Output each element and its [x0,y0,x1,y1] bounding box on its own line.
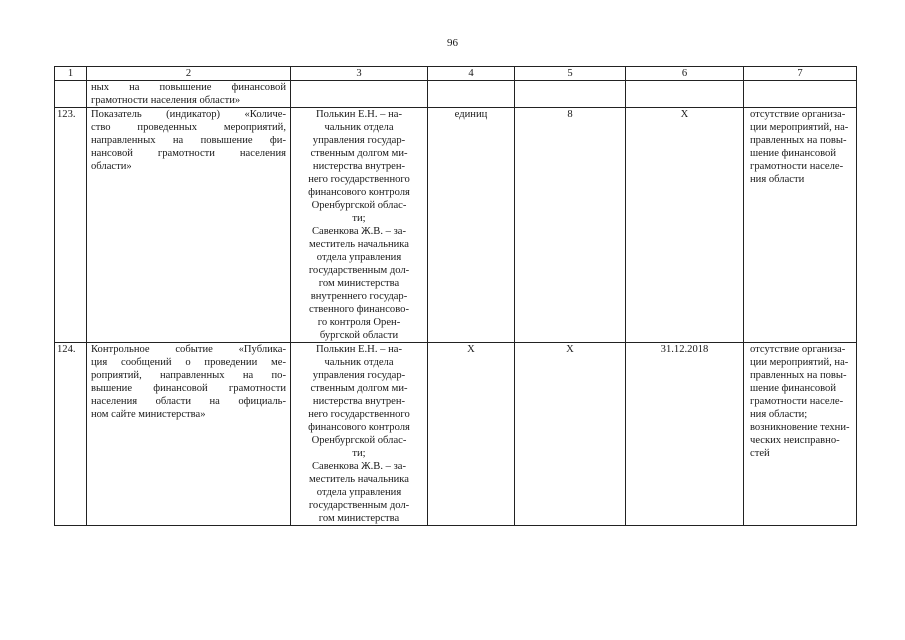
page-number: 96 [447,37,458,49]
responsible-line: чальник отдела [324,357,394,368]
responsible-line: финансового контроля [308,422,410,433]
column-number-6: 6 [626,67,744,81]
responsible-line: бургской области [319,330,399,341]
risk-line: отсутствие организа- [750,344,846,355]
responsible-cell [291,81,428,108]
date-cell: Х [626,108,744,343]
column-number-5: 5 [515,67,626,81]
column-number-7: 7 [744,67,857,81]
row-number-cell: 124. [55,343,87,526]
item-name-line: ция сообщений о проведении ме- [91,357,286,368]
table-row [55,108,857,343]
risk-line: ческих неисправно- [750,435,840,446]
value-cell: 8 [515,108,626,343]
responsible-line: меститель начальника [309,474,409,485]
row-number-cell: 123. [55,108,87,343]
item-name-cell [87,108,291,343]
risk-line: правленных на повы- [750,370,847,381]
responsible-line: гом министерства [318,278,400,289]
risk-cell [744,108,857,343]
risk-line: ции мероприятий, на- [750,357,849,368]
item-name-line: грамотности населения области» [91,95,241,106]
risk-cell [744,343,857,526]
risk-cell [744,81,857,108]
responsible-line: ственного финансово- [309,304,409,315]
item-name-line: роприятий, направленных на по- [91,370,286,381]
risk-line: ции мероприятий, на- [750,122,849,133]
risk-line: грамотности населе- [750,396,844,407]
column-number-4: 4 [428,67,515,81]
continuation-row [55,81,857,108]
responsible-line: отдела управления [316,252,402,263]
value-cell: Х [515,343,626,526]
responsible-line: него государственного [308,174,410,185]
value-cell [515,81,626,108]
responsible-line: ственным долгом ми- [310,383,408,394]
column-number-1: 1 [55,67,87,81]
column-number-3: 3 [291,67,428,81]
risk-line: грамотности населе- [750,161,844,172]
date-cell [626,81,744,108]
responsible-cell [291,343,428,526]
risk-line: стей [750,448,770,459]
responsible-line: Полькин Е.Н. – на- [316,344,402,355]
responsible-line: него государственного [308,409,410,420]
responsible-line: ственным долгом ми- [310,148,408,159]
date-cell: 31.12.2018 [626,343,744,526]
item-name-line: ство проведенных мероприятий, [91,122,286,133]
column-numbers-row [55,67,857,81]
responsible-line: го контроля Орен- [317,317,401,328]
responsible-line: Савенкова Ж.В. – за- [311,461,407,472]
table-row [55,343,857,526]
item-name-line: ных на повышение финансовой [91,82,286,93]
item-name-line: области» [91,161,132,172]
responsible-line: чальник отдела [324,122,394,133]
report-table [54,66,857,526]
item-name-cell [87,343,291,526]
item-name-line: направленных на повышение фи- [91,135,286,146]
risk-line: возникновение техни- [750,422,850,433]
item-name-line: ном сайте министерства» [91,409,206,420]
item-name-line: нансовой грамотности населения [91,148,286,159]
risk-line: отсутствие организа- [750,109,846,120]
risk-line: ния области [750,174,805,185]
unit-cell: Х [428,343,515,526]
responsible-line: нистерства внутрен- [312,161,406,172]
responsible-line: государственным дол- [308,500,410,511]
unit-cell: единиц [428,108,515,343]
item-name-cell [87,81,291,108]
responsible-line: Оренбургской облас- [311,435,407,446]
responsible-line: управления государ- [312,135,406,146]
responsible-line: внутреннего государ- [310,291,408,302]
responsible-line: отдела управления [316,487,402,498]
item-name-line: населения области на официаль- [91,396,286,407]
responsible-line: гом министерства [318,513,400,524]
row-number-cell [55,81,87,108]
risk-line: шение финансовой [750,148,837,159]
responsible-line: государственным дол- [308,265,410,276]
responsible-line: ти; [352,448,366,459]
responsible-cell [291,108,428,343]
responsible-line: Оренбургской облас- [311,200,407,211]
unit-cell [428,81,515,108]
item-name-line: вышение финансовой грамотности [91,383,286,394]
responsible-line: Полькин Е.Н. – на- [316,109,402,120]
responsible-line: управления государ- [312,370,406,381]
responsible-line: финансового контроля [308,187,410,198]
responsible-line: нистерства внутрен- [312,396,406,407]
responsible-line: Савенкова Ж.В. – за- [311,226,407,237]
risk-line: правленных на повы- [750,135,847,146]
column-number-2: 2 [87,67,291,81]
responsible-line: меститель начальника [309,239,409,250]
responsible-line: ти; [352,213,366,224]
item-name-line: Показатель (индикатор) «Количе- [91,109,286,120]
risk-line: ния области; [750,409,808,420]
risk-line: шение финансовой [750,383,837,394]
item-name-line: Контрольное событие «Публика- [91,344,286,355]
